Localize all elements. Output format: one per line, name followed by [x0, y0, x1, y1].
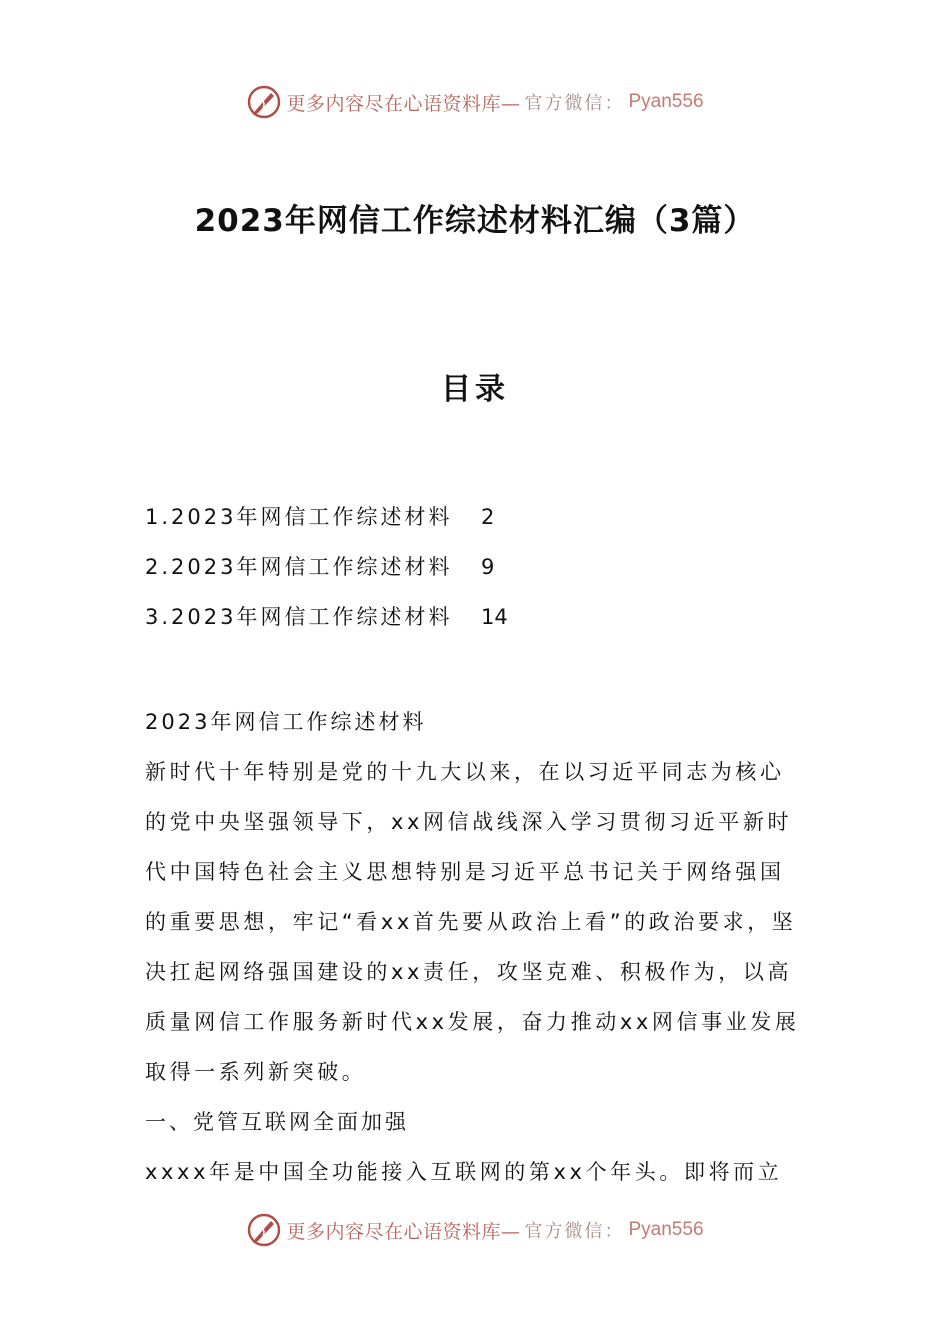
watermark-header: [0, 84, 950, 120]
watermark-text: 更多内容尽在心语资料库—: [286, 1220, 521, 1243]
watermark-footer: [0, 1212, 950, 1248]
toc-entry-label: 1.2023年网信工作综述材料: [145, 505, 453, 529]
watermark-wechat-label: 官方微信：: [524, 93, 625, 114]
watermark-wechat-id: Pyan556: [628, 1219, 704, 1240]
toc-heading: 目录: [441, 372, 509, 407]
watermark-wechat-label: 官方微信：: [524, 1221, 625, 1242]
quill-logo-icon: [246, 1212, 282, 1248]
document-title: 2023年网信工作综述材料汇编（3篇）: [194, 203, 756, 239]
section-heading: 一、党管互联网全面加强: [145, 1110, 409, 1134]
watermark-wechat-id: Pyan556: [628, 91, 704, 112]
toc-entry-page: 2: [481, 505, 495, 529]
paragraph: xxxx年是中国全功能接入互联网的第xx个年头。即将而立: [145, 1160, 783, 1184]
toc-entry-label: 3.2023年网信工作综述材料: [145, 605, 453, 629]
article-body: [145, 697, 807, 1197]
toc-entry-page: 9: [481, 555, 495, 579]
watermark-text: 更多内容尽在心语资料库—: [286, 92, 521, 115]
toc-entry-page: 14: [481, 605, 508, 629]
toc-entry-label: 2.2023年网信工作综述材料: [145, 555, 453, 579]
table-of-contents: [145, 497, 508, 647]
toc-entry[interactable]: [145, 547, 508, 597]
paragraph: 新时代十年特别是党的十九大以来，在以习近平同志为核心的党中央坚强领导下，xx网信战线深入学习贯彻习近平新时代中国特色社会主义思想特别是习近平总书记关于网络强国的重要思想，牢记“看xx首先要从政治上看”的政治要求，坚决扛起网络强国建设的xx责任，攻坚克难、积极作为，以高质量网信工作服务新时代xx发展，奋力推动xx网信事业发展取得一系列新突破。: [145, 760, 800, 1084]
article-title: 2023年网信工作综述材料: [145, 710, 427, 734]
toc-entry[interactable]: [145, 597, 508, 647]
toc-entry[interactable]: [145, 497, 508, 547]
quill-logo-icon: [246, 84, 282, 120]
